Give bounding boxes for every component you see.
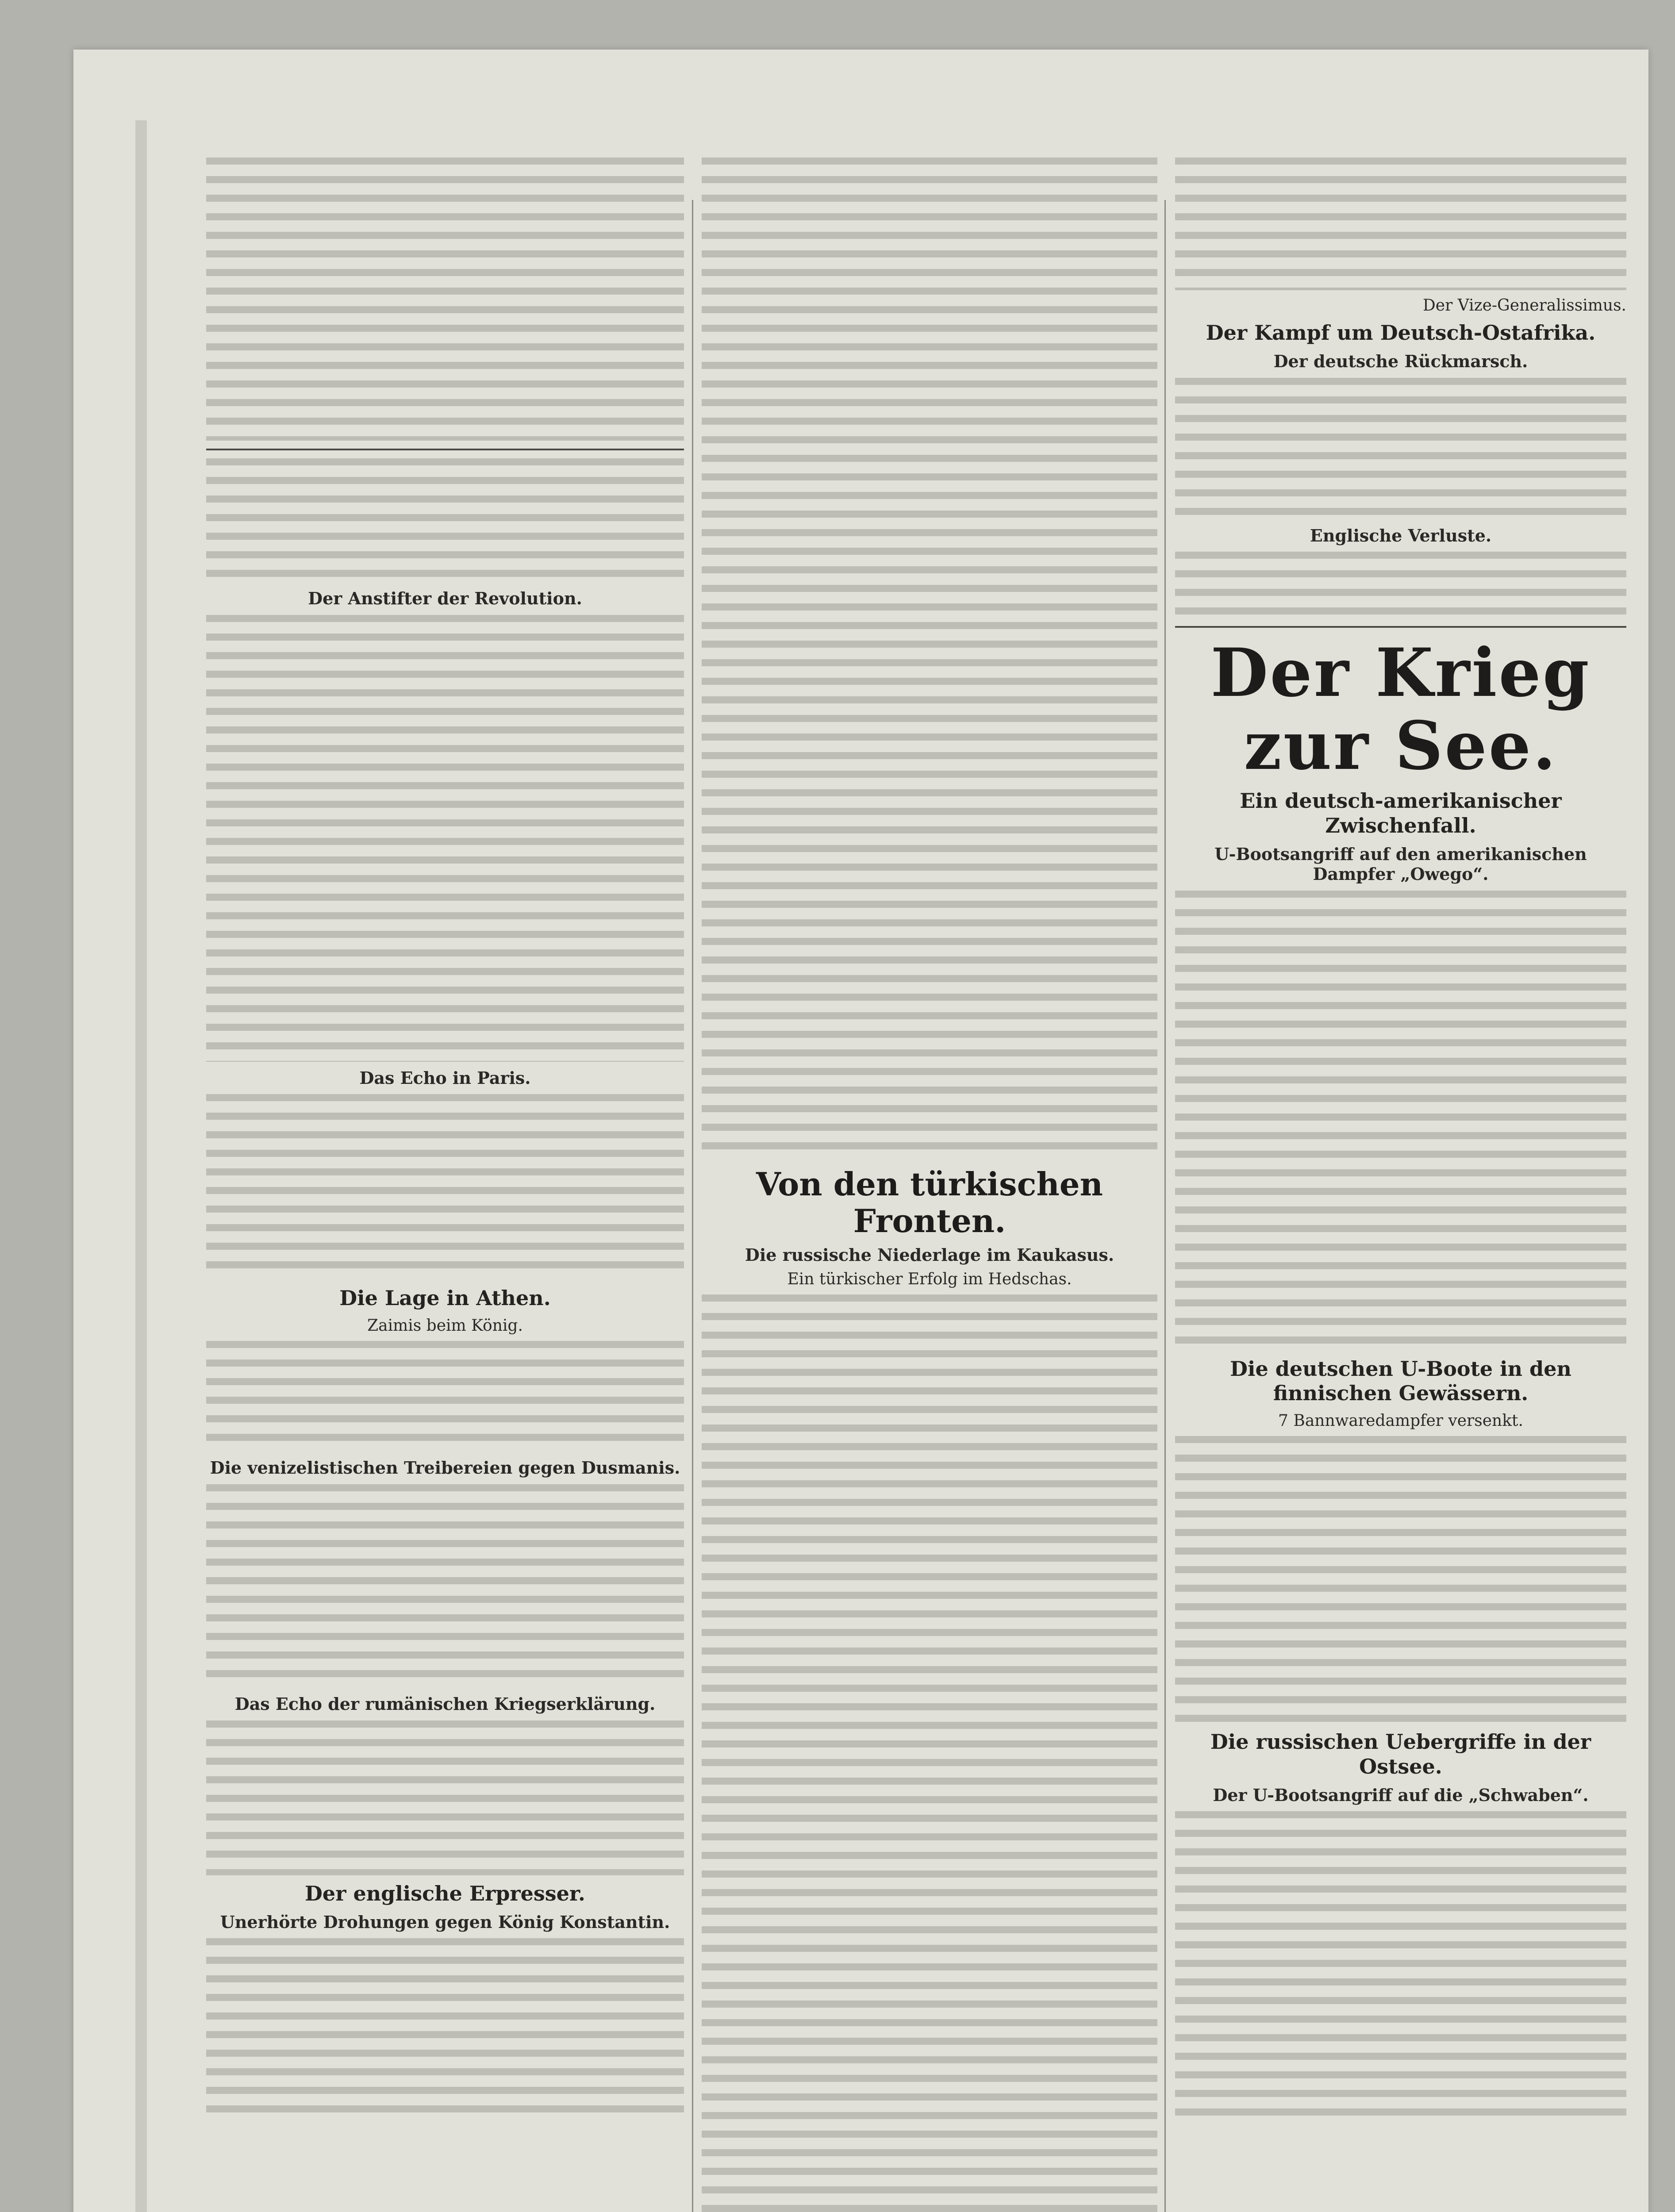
text-block — [1175, 157, 1626, 290]
subheadline: U-Bootsangriff auf den amerikanischen Dampfer „Owego“. — [1214, 844, 1587, 884]
text-block — [1175, 1811, 1626, 2116]
text-block — [1175, 891, 1626, 1351]
headline-baltic: Die russischen Uebergriffe in der Ostsee. — [1210, 1730, 1591, 1778]
text-block — [206, 1341, 684, 1452]
text-block — [206, 615, 684, 1062]
headline-2: Das Echo in Paris. — [359, 1068, 531, 1088]
text-block — [206, 1484, 684, 1688]
signature-line: Der Vize-Generalissimus. — [1422, 296, 1626, 315]
subheadline: Zaimis beim König. — [367, 1317, 523, 1335]
headline-war-at-sea: Der Krieg zur See. — [1210, 634, 1591, 785]
subheadline: Die russische Niederlage im Kaukasus. — [745, 1244, 1114, 1265]
headline-1: Der Anstifter der Revolution. — [308, 588, 582, 608]
column-3 — [1175, 151, 1626, 2123]
divider — [206, 449, 684, 450]
text-block — [206, 1094, 684, 1280]
text-block — [1175, 378, 1626, 519]
subheadline: Ein deutsch-amerikanischer Zwischenfall. — [1240, 789, 1562, 837]
text-block — [206, 458, 684, 582]
text-block — [1175, 552, 1626, 618]
text-block — [702, 1294, 1157, 2212]
text-block — [206, 157, 684, 441]
headline-3: Die Lage in Athen. — [339, 1286, 551, 1310]
headline-east-africa: Der Kampf um Deutsch-Ostafrika. — [1206, 321, 1596, 345]
headline-4: Die venizelistischen Treibereien gegen Dusmanis. — [210, 1458, 680, 1478]
headline-6: Der englische Erpresser. — [305, 1881, 585, 1905]
headline-finnish-waters: Die deutschen U-Boote in den finnischen Gewässern. — [1230, 1356, 1571, 1406]
text-block — [1175, 1436, 1626, 1724]
text-block — [206, 1720, 684, 1875]
column-rule — [692, 200, 693, 2212]
page-edge-shadow — [135, 120, 147, 2212]
headline-turkish-fronts: Von den türkischen Fronten. — [756, 1165, 1103, 1240]
column-1 — [206, 151, 684, 2126]
subheadline: 7 Bannwaredampfer versenkt. — [1278, 1412, 1523, 1430]
divider — [1175, 626, 1626, 628]
column-2 — [702, 151, 1157, 2212]
subheadline: Der deutsche Rückmarsch. — [1273, 351, 1528, 372]
subheadline: Der U-Bootsangriff auf die „Schwaben“. — [1213, 1785, 1589, 1805]
text-block — [206, 1938, 684, 2120]
subheadline: Englische Verluste. — [1310, 525, 1492, 545]
newspaper-page — [73, 50, 1648, 2212]
column-rule — [1164, 200, 1166, 2212]
text-block — [702, 157, 1157, 1157]
headline-5: Das Echo der rumänischen Kriegserklärung. — [234, 1694, 656, 1714]
subheadline: Unerhörte Drohungen gegen König Konstantin. — [220, 1912, 670, 1932]
subheadline: Ein türkischer Erfolg im Hedschas. — [787, 1270, 1072, 1289]
